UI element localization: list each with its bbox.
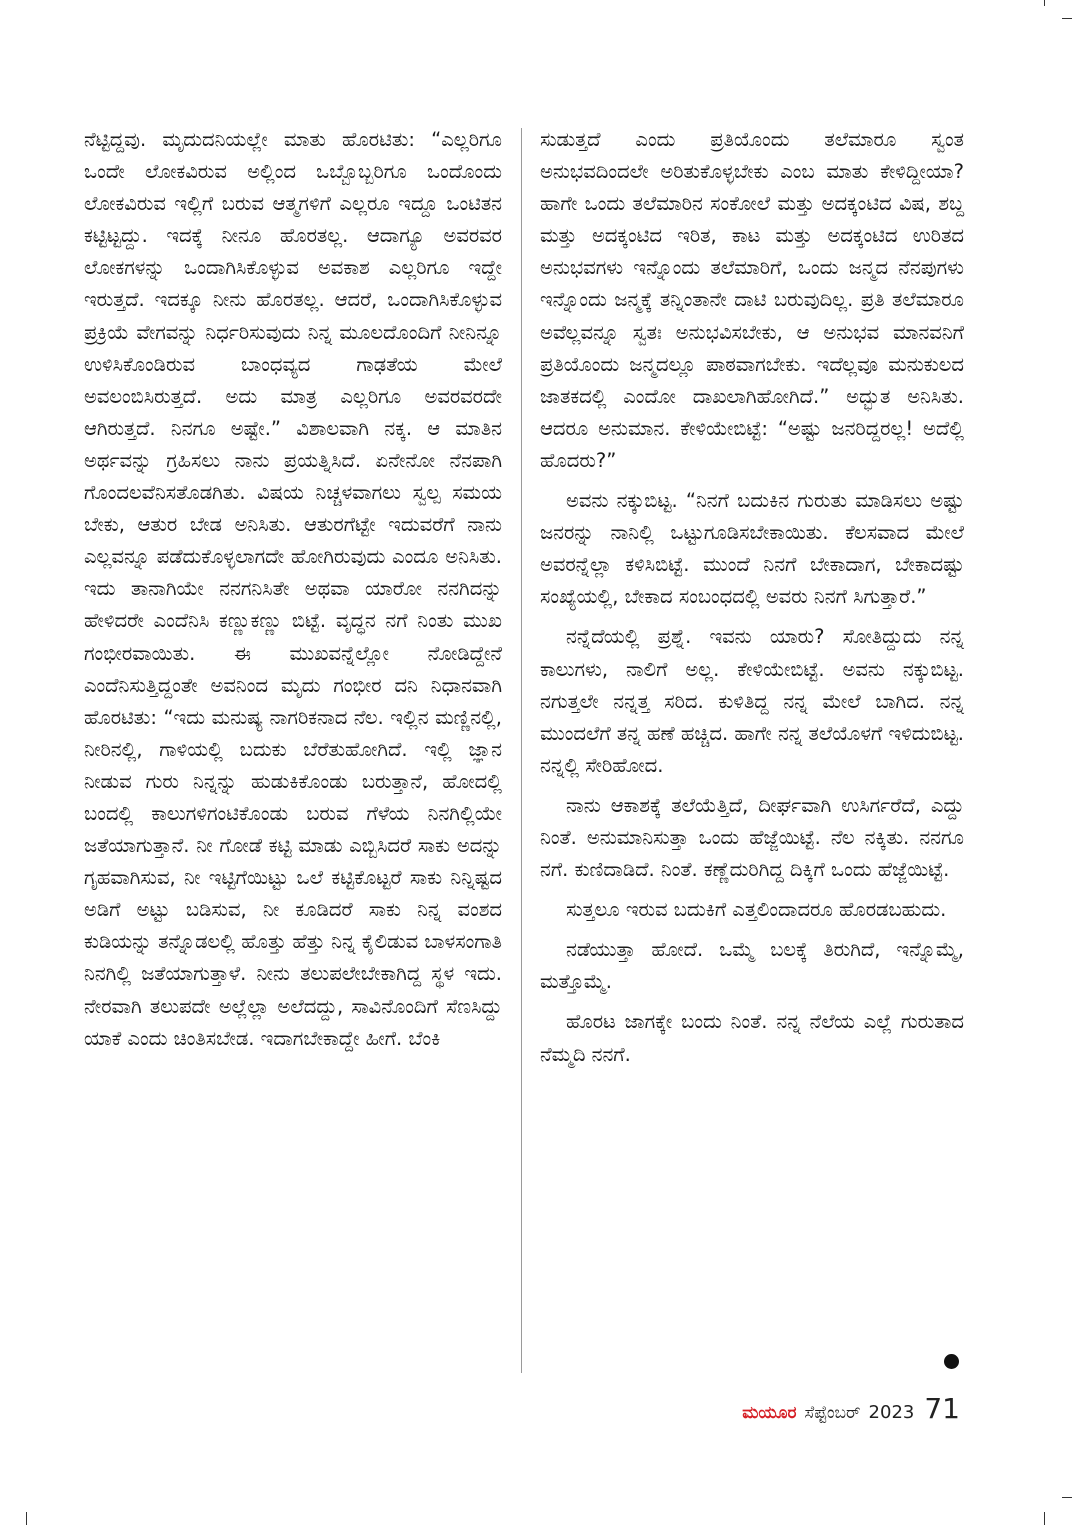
crop-mark-bottom-right-h bbox=[1062, 1497, 1072, 1498]
paragraph: ಅವನು ನಕ್ಕುಬಿಟ್ಟ. “ನಿನಗೆ ಬದುಕಿನ ಗುರುತು ಮಾಡಿಸಲು ಅಷ್ಟು ಜನರನ್ನು ನಾನಿಲ್ಲಿ ಒಟ್ಟುಗೂಡಿಸಬೇಕಾಯಿತು. ಕೆಲಸವಾದ ಮೇಲೆ ಅವರನ್ನೆಲ್ಲಾ ಕಳಿಸಿಬಿಟ್ಟೆ. ಮುಂದೆ ನಿನಗೆ ಬೇಕಾದಾಗ, ಬೇಕಾದಷ್ಟು ಸಂಖ್ಯೆಯಲ್ಲಿ, ಬೇಕಾದ ಸಂಬಂಧದಲ್ಲಿ ಅವರು ನಿನಗೆ ಸಿಗುತ್ತಾರೆ.” bbox=[540, 489, 964, 609]
paragraph: ಸುಡುತ್ತದೆ ಎಂದು ಪ್ರತಿಯೊಂದು ತಲೆಮಾರೂ ಸ್ವಂತ ಅನುಭವದಿಂದಲೇ ಅರಿತುಕೊಳ್ಳಬೇಕು ಎಂಬ ಮಾತು ಕೇಳಿದ್ದೀಯಾ? ಹಾಗೇ ಒಂದು ತಲೆಮಾರಿನ ಸಂಕೋಲೆ ಮತ್ತು ಅದಕ್ಕಂಟಿದ ವಿಷ, ಶಬ್ದ ಮತ್ತು ಅದಕ್ಕಂಟಿದ ಇರಿತ, ಕಾಟ ಮತ್ತು ಅದಕ್ಕಂಟಿದ ಉರಿತದ ಅನುಭವಗಳು ಇನ್ನೊಂದು ತಲೆಮಾರಿಗೆ, ಒಂದು ಜನ್ಮದ ನೆನಪುಗಳು ಇನ್ನೊಂದು ಜನ್ಮಕ್ಕೆ ತನ್ನಿಂತಾನೇ ದಾಟಿ ಬರುವುದಿಲ್ಲ. ಪ್ರತಿ ತಲೆಮಾರೂ ಅವೆಲ್ಲವನ್ನೂ ಸ್ವತಃ ಅನುಭವಿಸಬೇಕು, ಆ ಅನುಭವ ಮಾನವನಿಗೆ ಪ್ರತಿಯೊಂದು ಜನ್ಮದಲ್ಲೂ ಪಾಠವಾಗಬೇಕು. ಇದೆಲ್ಲವೂ ಮನುಕುಲದ ಜಾತಕದಲ್ಲಿ ಎಂದೋ ದಾಖಲಾಗಿಹೋಗಿದೆ.” ಅದ್ಭುತ ಅನಿಸಿತು. ಆದರೂ ಅನುಮಾನ. ಕೇಳಿಯೇಬಿಟ್ಟೆ: “ಅಷ್ಟು ಜನರಿದ್ದರಲ್ಲ! ಅದೆಲ್ಲಿ ಹೊದರು?” bbox=[540, 128, 964, 472]
paragraph: ನಾನು ಆಕಾಶಕ್ಕೆ ತಲೆಯೆತ್ತಿದೆ, ದೀರ್ಘವಾಗಿ ಉಸಿರ್ಗರೆದೆ, ಎದ್ದು ನಿಂತೆ. ಅನುಮಾನಿಸುತ್ತಾ ಒಂದು ಹೆಜ್ಜೆಯಿಟ್ಟೆ. ನೆಲ ನಕ್ಕಿತು. ನನಗೂ ನಗೆ. ಕುಣಿದಾಡಿದೆ. ನಿಂತೆ. ಕಣ್ಣೆದುರಿಗಿದ್ದ ದಿಕ್ಕಿಗೆ ಒಂದು ಹೆಜ್ಜೆಯಿಟ್ಟೆ. bbox=[540, 793, 964, 882]
text-column-left bbox=[84, 124, 502, 1055]
issue-month: ಸೆಪ್ಟೆಂಬರ್ bbox=[804, 1403, 861, 1423]
crop-mark-top-right-h bbox=[1062, 18, 1072, 19]
crop-mark-bottom-right-v bbox=[1044, 1512, 1045, 1525]
paragraph: ಹೊರಟ ಜಾಗಕ್ಕೇ ಬಂದು ನಿಂತೆ. ನನ್ನ ನೆಲೆಯ ಎಲ್ಲೆ ಗುರುತಾದ ನೆಮ್ಮದಿ ನನಗೆ. bbox=[540, 1010, 964, 1066]
issue-year: 2023 bbox=[868, 1402, 915, 1423]
magazine-logo: ಮಯೂರ bbox=[742, 1403, 797, 1423]
crop-mark-bottom-left-v bbox=[26, 1512, 27, 1525]
paragraph: ಸುತ್ತಲೂ ಇರುವ ಬದುಕಿಗೆ ಎತ್ತಲಿಂದಾದರೂ ಹೊರಡಬಹುದು. bbox=[566, 898, 947, 922]
crop-mark-top-right-v bbox=[1044, 0, 1045, 6]
page-footer bbox=[742, 1392, 960, 1425]
text-column-right bbox=[540, 124, 964, 1071]
paragraph: ನಡೆಯುತ್ತಾ ಹೋದೆ. ಒಮ್ಮೆ ಬಲಕ್ಕೆ ತಿರುಗಿದೆ, ಇನ್ನೊಮ್ಮೆ, ಮತ್ತೊಮ್ಮೆ. bbox=[540, 938, 964, 994]
column-divider bbox=[521, 128, 522, 1373]
story-end-bullet-icon bbox=[944, 1354, 959, 1369]
paragraph: ನನ್ನೆದೆಯಲ್ಲಿ ಪ್ರಶ್ನೆ. ಇವನು ಯಾರು? ಸೋತಿದ್ದುದು ನನ್ನ ಕಾಲುಗಳು, ನಾಲಿಗೆ ಅಲ್ಲ. ಕೇಳಿಯೇಬಿಟ್ಟೆ. ಅವನು ನಕ್ಕುಬಿಟ್ಟ. ನಗುತ್ತಲೇ ನನ್ನತ್ತ ಸರಿದ. ಕುಳಿತಿದ್ದ ನನ್ನ ಮೇಲೆ ಬಾಗಿದ. ನನ್ನ ಮುಂದಲೆಗೆ ತನ್ನ ಹಣೆ ಹಚ್ಚಿದ. ಹಾಗೇ ನನ್ನ ತಲೆಯೊಳಗೆ ಇಳಿದುಬಿಟ್ಟ. ನನ್ನಲ್ಲಿ ಸೇರಿಹೋದ. bbox=[540, 625, 964, 777]
page-number: 71 bbox=[924, 1392, 960, 1425]
paragraph: ನೆಟ್ಟಿದ್ದವು. ಮೃದುದನಿಯಲ್ಲೇ ಮಾತು ಹೊರಟಿತು: “ಎಲ್ಲರಿಗೂ ಒಂದೇ ಲೋಕವಿರುವ ಅಲ್ಲಿಂದ ಒಬ್ಬೊಬ್ಬರಿಗೂ ಒಂದೊಂದು ಲೋಕವಿರುವ ಇಲ್ಲಿಗೆ ಬರುವ ಆತ್ಮಗಳಿಗೆ ಎಲ್ಲರೂ ಇದ್ದೂ ಒಂಟಿತನ ಕಟ್ಟಿಟ್ಟದ್ದು. ಇದಕ್ಕೆ ನೀನೂ ಹೊರತಲ್ಲ. ಆದಾಗ್ಯೂ ಅವರವರ ಲೋಕಗಳನ್ನು ಒಂದಾಗಿಸಿಕೊಳ್ಳುವ ಅವಕಾಶ ಎಲ್ಲರಿಗೂ ಇದ್ದೇ ಇರುತ್ತದೆ. ಇದಕ್ಕೂ ನೀನು ಹೊರತಲ್ಲ. ಆದರೆ, ಒಂದಾಗಿಸಿಕೊಳ್ಳುವ ಪ್ರಕ್ರಿಯೆ ವೇಗವನ್ನು ನಿರ್ಧರಿಸುವುದು ನಿನ್ನ ಮೂಲದೊಂದಿಗೆ ನೀನಿನ್ನೂ ಉಳಿಸಿಕೊಂಡಿರುವ ಬಾಂಧವ್ಯದ ಗಾಢತೆಯ ಮೇಲೆ ಅವಲಂಬಿಸಿರುತ್ತದೆ. ಅದು ಮಾತ್ರ ಎಲ್ಲರಿಗೂ ಅವರವರದೇ ಆಗಿರುತ್ತದೆ. ನಿನಗೂ ಅಷ್ಟೇ.” ವಿಶಾಲವಾಗಿ ನಕ್ಕ. ಆ ಮಾತಿನ ಅರ್ಥವನ್ನು ಗ್ರಹಿಸಲು ನಾನು ಪ್ರಯತ್ನಿಸಿದೆ. ಏನೇನೋ ನೆನಪಾಗಿ ಗೊಂದಲವೆನಿಸತೊಡಗಿತು. ವಿಷಯ ನಿಚ್ಚಳವಾಗಲು ಸ್ವಲ್ಪ ಸಮಯ ಬೇಕು, ಆತುರ ಬೇಡ ಅನಿಸಿತು. ಆತುರಗೆಟ್ಟೇ ಇದುವರೆಗೆ ನಾನು ಎಲ್ಲವನ್ನೂ ಪಡೆದುಕೊಳ್ಳಲಾಗದೇ ಹೋಗಿರುವುದು ಎಂದೂ ಅನಿಸಿತು. ಇದು ತಾನಾಗಿಯೇ ನನಗನಿಸಿತೇ ಅಥವಾ ಯಾರೋ ನನಗಿದನ್ನು ಹೇಳಿದರೇ ಎಂದೆನಿಸಿ ಕಣ್ಣುಕಣ್ಣು ಬಿಟ್ಟೆ. ವೃದ್ಧನ ನಗೆ ನಿಂತು ಮುಖ ಗಂಭೀರವಾಯಿತು. ಈ ಮುಖವನ್ನೆಲ್ಲೋ ನೋಡಿದ್ದೇನೆ ಎಂದೆನಿಸುತ್ತಿದ್ದಂತೇ ಅವನಿಂದ ಮೃದು ಗಂಭೀರ ದನಿ ನಿಧಾನವಾಗಿ ಹೊರಟಿತು: “ಇದು ಮನುಷ್ಯ ನಾಗರಿಕನಾದ ನೆಲ. ಇಲ್ಲಿನ ಮಣ್ಣಿನಲ್ಲಿ, ನೀರಿನಲ್ಲಿ, ಗಾಳಿಯಲ್ಲಿ ಬದುಕು ಬೆರೆತುಹೋಗಿದೆ. ಇಲ್ಲಿ ಜ್ಞಾನ ನೀಡುವ ಗುರು ನಿನ್ನನ್ನು ಹುಡುಕಿಕೊಂಡು ಬರುತ್ತಾನೆ, ಹೋದಲ್ಲಿ ಬಂದಲ್ಲಿ ಕಾಲುಗಳಿಗಂಟಿಕೊಂಡು ಬರುವ ಗೆಳೆಯ ನಿನಗಿಲ್ಲಿಯೇ ಜತೆಯಾಗುತ್ತಾನೆ. ನೀ ಗೋಡೆ ಕಟ್ಟಿ ಮಾಡು ಎಬ್ಬಿಸಿದರೆ ಸಾಕು ಅದನ್ನು ಗೃಹವಾಗಿಸುವ, ನೀ ಇಟ್ಟಿಗೆಯಿಟ್ಟು ಒಲೆ ಕಟ್ಟಿಕೊಟ್ಟರೆ ಸಾಕು ನಿನ್ನಿಷ್ಟದ ಅಡಿಗೆ ಅಟ್ಟು ಬಡಿಸುವ, ನೀ ಕೂಡಿದರೆ ಸಾಕು ನಿನ್ನ ವಂಶದ ಕುಡಿಯನ್ನು ತನ್ನೊಡಲಲ್ಲಿ ಹೊತ್ತು ಹೆತ್ತು ನಿನ್ನ ಕೈಲಿಡುವ ಬಾಳಸಂಗಾತಿ ನಿನಗಿಲ್ಲಿ ಜತೆಯಾಗುತ್ತಾಳೆ. ನೀನು ತಲುಪಲೇಬೇಕಾಗಿದ್ದ ಸ್ಥಳ ಇದು. ನೇರವಾಗಿ ತಲುಪದೇ ಅಲ್ಲೆಲ್ಲಾ ಅಲೆದದ್ದು, ಸಾವಿನೊಂದಿಗೆ ಸೆಣಸಿದ್ದು ಯಾಕೆ ಎಂದು ಚಿಂತಿಸಬೇಡ. ಇದಾಗಬೇಕಾದ್ದೇ ಹೀಗೆ. ಬೆಂಕಿ bbox=[84, 128, 502, 1050]
